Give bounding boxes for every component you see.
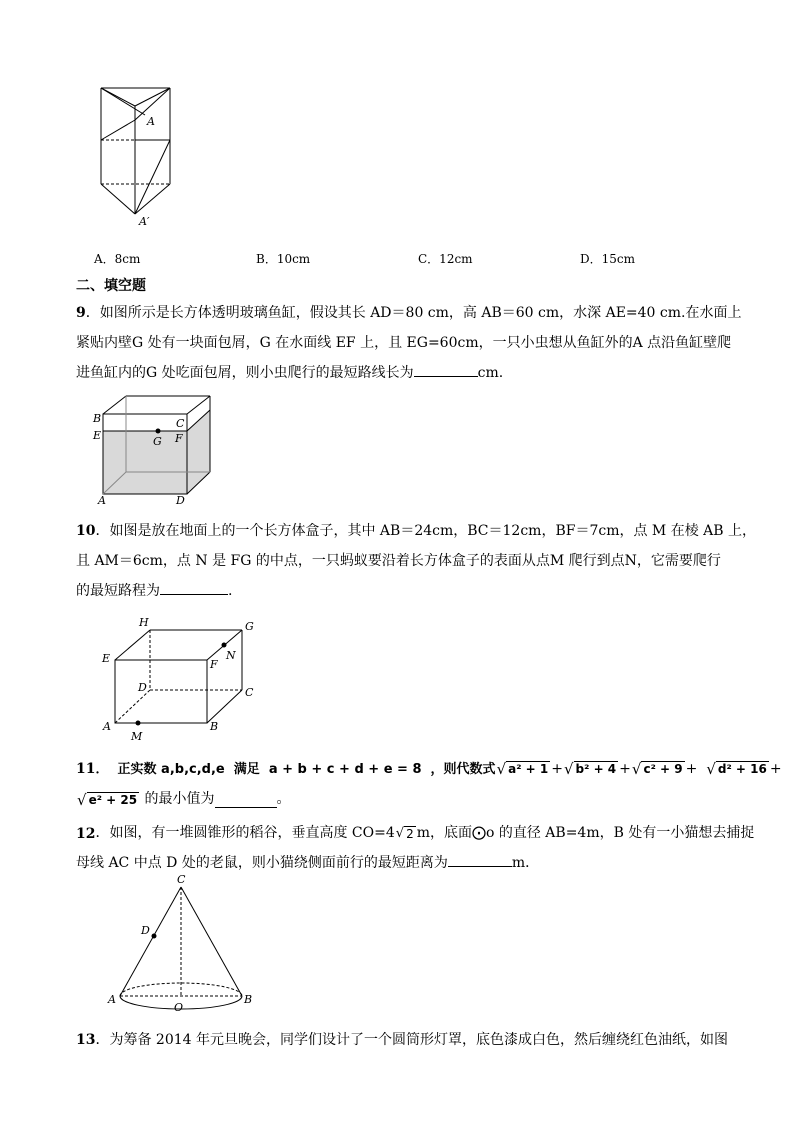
label-a: A <box>108 993 116 1006</box>
q11-number: 11 <box>76 761 96 777</box>
label-o: O <box>174 1001 184 1014</box>
box-figure <box>98 612 268 747</box>
label-c: C <box>177 873 186 886</box>
answer-options <box>94 250 714 268</box>
q9-number: 9 <box>76 305 86 321</box>
q12-line2: 母线 AC 中点 D 处的老鼠，则小猫绕侧面前行的最短距离为 m． <box>76 852 539 872</box>
option-a[interactable]: A．8cm <box>94 252 141 266</box>
sqrt-two: √ 2 <box>395 826 414 841</box>
q13-number: 13 <box>76 1032 96 1048</box>
q10-number: 10 <box>76 523 96 539</box>
option-b[interactable]: B．10cm <box>256 252 311 266</box>
option-d[interactable]: D．15cm <box>580 252 635 266</box>
q9-line1: 9．如图所示是长方体透明玻璃鱼缸，假设其长 AD＝80 cm，高 AB＝60 cm，水深 AE=40 cm.在水面上 <box>76 305 742 321</box>
label-e: E <box>93 429 102 442</box>
option-c[interactable]: C．12cm <box>418 252 473 266</box>
q12-line1: 12 ．如图，有一堆圆锥形的稻谷，垂直高度 CO=4 √ 2 m，底面⨀o 的直径 AB=4m，B 处有一小猫想去捕捉 <box>76 825 755 842</box>
label-g: G <box>245 620 254 633</box>
label-f: F <box>175 432 183 445</box>
label-b: B <box>93 412 102 425</box>
label-d: D <box>141 924 150 937</box>
q10-line1: 10．如图是放在地面上的一个长方体盒子，其中 AB＝24cm，BC＝12cm，BF＝7cm，点 M 在棱 AB 上， <box>76 523 757 539</box>
sqrt-term-4: √ d² + 16 <box>706 760 767 778</box>
label-c: C <box>176 417 185 430</box>
q13-line1: 13．为筹备 2014 年元旦晚会，同学们设计了一个圆筒形灯罩，底色漆成白色，然后缠绕红色油纸，如图 <box>76 1032 729 1048</box>
prism-figure <box>90 80 190 230</box>
label-a: A <box>98 494 106 507</box>
sqrt-term-1: √ a² + 1 <box>496 760 549 778</box>
q10-line3: 的最短路程为 . <box>76 580 232 600</box>
label-n: N <box>226 649 236 662</box>
label-g: G <box>153 435 162 448</box>
label-b: B <box>244 993 253 1006</box>
q9-line2: 紧贴内壁G 处有一块面包屑，G 在水面线 EF 上，且 EG=60cm，一只小虫想从鱼缸外的A 点沿鱼缸壁爬 <box>76 335 732 351</box>
q9-line3: 进鱼缸内的G 处吃面包屑，则小虫爬行的最短路线长为 cm. <box>76 362 503 382</box>
cone-figure <box>104 872 264 1018</box>
q11-line1: 11 ． 正实数 a,b,c,d,e 满足 a + b + c + d + e = 8 ，则代数式 √ a² + 1 + √ b² + 4 + √ c² + 9 + √ d² + 16 + <box>76 760 782 778</box>
label-m: M <box>131 730 143 743</box>
label-a: A <box>147 115 155 128</box>
label-d: D <box>138 681 147 694</box>
fish-tank-figure <box>90 392 220 510</box>
q10-answer-blank[interactable] <box>160 580 228 595</box>
section-heading: 二、填空题 <box>76 278 146 294</box>
label-e: E <box>102 652 111 665</box>
label-b: B <box>210 720 219 733</box>
label-c: C <box>245 686 254 699</box>
label-a: A <box>103 720 111 733</box>
q9-answer-blank[interactable] <box>414 362 478 377</box>
label-h: H <box>139 616 149 629</box>
q11-answer-blank[interactable] <box>215 793 277 808</box>
label-d: D <box>176 494 185 507</box>
sqrt-term-3: √ c² + 9 <box>631 760 683 778</box>
sqrt-term-2: √ b² + 4 <box>563 760 617 778</box>
q11-line2: √ e² + 25 的最小值为 。 <box>77 791 291 809</box>
label-a-prime: A′ <box>139 215 150 228</box>
q12-number: 12 <box>76 826 96 842</box>
q10-line2: 且 AM＝6cm，点 N 是 FG 的中点，一只蚂蚁要沿着长方体盒子的表面从点M 爬行到点N，它需要爬行 <box>76 553 721 569</box>
label-f: F <box>210 658 218 671</box>
sqrt-term-5: √ e² + 25 <box>77 791 138 809</box>
q12-answer-blank[interactable] <box>448 852 512 867</box>
